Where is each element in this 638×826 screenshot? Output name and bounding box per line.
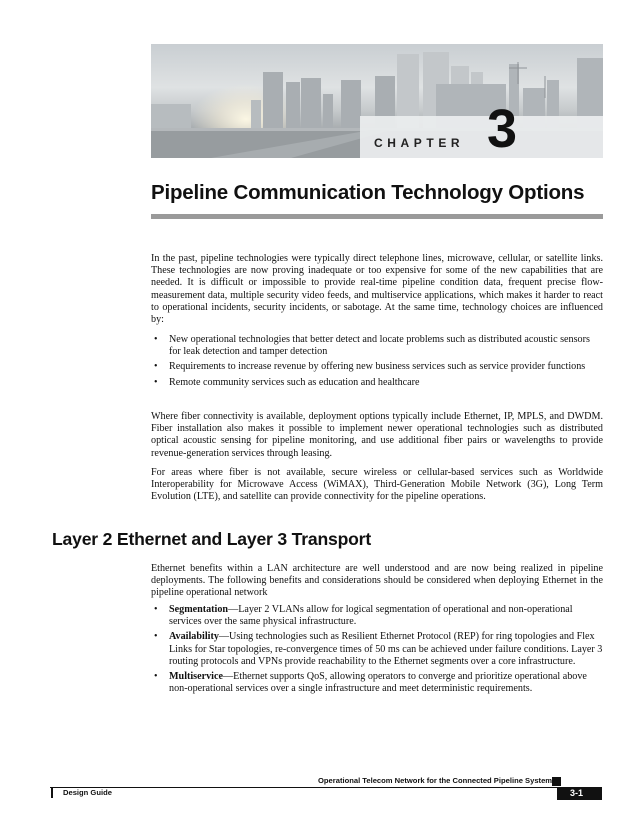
list-item-term: Segmentation (169, 604, 229, 615)
footer-rule (50, 787, 602, 788)
chapter-number: 3 (487, 99, 518, 159)
list-item-text: —Using technologies such as Resilient Ethernet Protocol (REP) for ring topologies and Flex Links for Star topologies, re-convergence times of 50 ms can be achieved under failure conditions. Layer 3 routing protocols and VPNs provide reachability to the Ethernet segments over a core infrastructure. (169, 631, 603, 667)
bullet-icon: • (154, 376, 158, 388)
intro-bullet-list (151, 334, 603, 389)
page-number: 3-1 (570, 788, 584, 798)
footer-marker (552, 777, 561, 786)
list-item-term: Multiservice (169, 671, 223, 683)
section-heading: Layer 2 Ethernet and Layer 3 Transport (52, 529, 371, 549)
bullet-icon: • (154, 361, 158, 373)
list-item (151, 631, 603, 668)
list-item-text: —Layer 2 VLANs allow for logical segmentation of operational and non-operational services over the same physical infrastructure. (169, 604, 573, 628)
section-bullet-list (151, 604, 603, 695)
paragraph-text: Ethernet benefits within a LAN architecture are well understood and are now being realized in pipeline deployments. The following benefits and considerations should be considered when deploying Ethernet in the pipeline operational network (151, 563, 603, 599)
intro-paragraph-3 (151, 467, 603, 504)
paragraph-text: For areas where fiber is not available, secure wireless or cellular-based services such as Worldwide Interoperability for Microwave Access (WiMAX), Third-Generation Mobile Network (3G), Long Term Evolution (LTE), and satellite can provide connectivity for the pipeline operations. (151, 467, 603, 503)
list-item-term: Availability (169, 631, 219, 643)
list-item (151, 671, 603, 695)
footer-document-title: Operational Telecom Network for the Connected Pipeline System (318, 776, 553, 785)
section-paragraph-1 (151, 563, 603, 600)
list-item (151, 361, 603, 373)
list-item-text: —Ethernet supports QoS, allowing operators to converge and prioritize operational above non-operational services over a single infrastructure and meet deterministic requirements. (169, 671, 587, 695)
list-item (151, 604, 603, 628)
bullet-icon: • (154, 334, 158, 345)
list-item-text: Remote community services such as education and healthcare (169, 376, 420, 388)
list-item (151, 334, 603, 358)
list-item-text: Requirements to increase revenue by offering new business services such as service provider functions (169, 361, 586, 373)
bullet-icon: • (154, 671, 158, 683)
footer-guide-label: Design Guide (63, 788, 112, 797)
bullet-icon: • (154, 604, 158, 615)
paragraph-text: In the past, pipeline technologies were typically direct telephone lines, microwave, cellular, or satellite links. These technologies are now proving inadequate or too expensive for some of the new capabilities that are needed. It is difficult or impossible to provide real-time pipeline condition data, frequent precise flow-measurement data, multiple security video feeds, and multiservice applications, which makes it harder to react to operational incidents, security incidents, or sabotage. At the same time, technology choices are influenced by: (151, 253, 603, 326)
footer-left-marker (51, 788, 53, 798)
chapter-title: Pipeline Communication Technology Options (151, 181, 585, 204)
intro-paragraph-1 (151, 253, 603, 326)
list-item (151, 377, 603, 389)
title-underline-rule (151, 214, 603, 219)
bullet-icon: • (154, 631, 158, 643)
list-item-text: New operational technologies that better detect and locate problems such as distributed acoustic sensors for leak detection and tamper detection (169, 334, 590, 358)
intro-paragraph-2 (151, 411, 603, 460)
chapter-label: CHAPTER (374, 136, 465, 150)
paragraph-text: Where fiber connectivity is available, deployment options typically include Ethernet, IP, MPLS, and DWDM. Fiber installation also makes it possible to implement newer operational technologies such as distributed optical acoustic sensing for pipeline monitoring, and use additional fiber pairs or wavelengths to provide revenue-generation services through leasing. (151, 411, 603, 459)
